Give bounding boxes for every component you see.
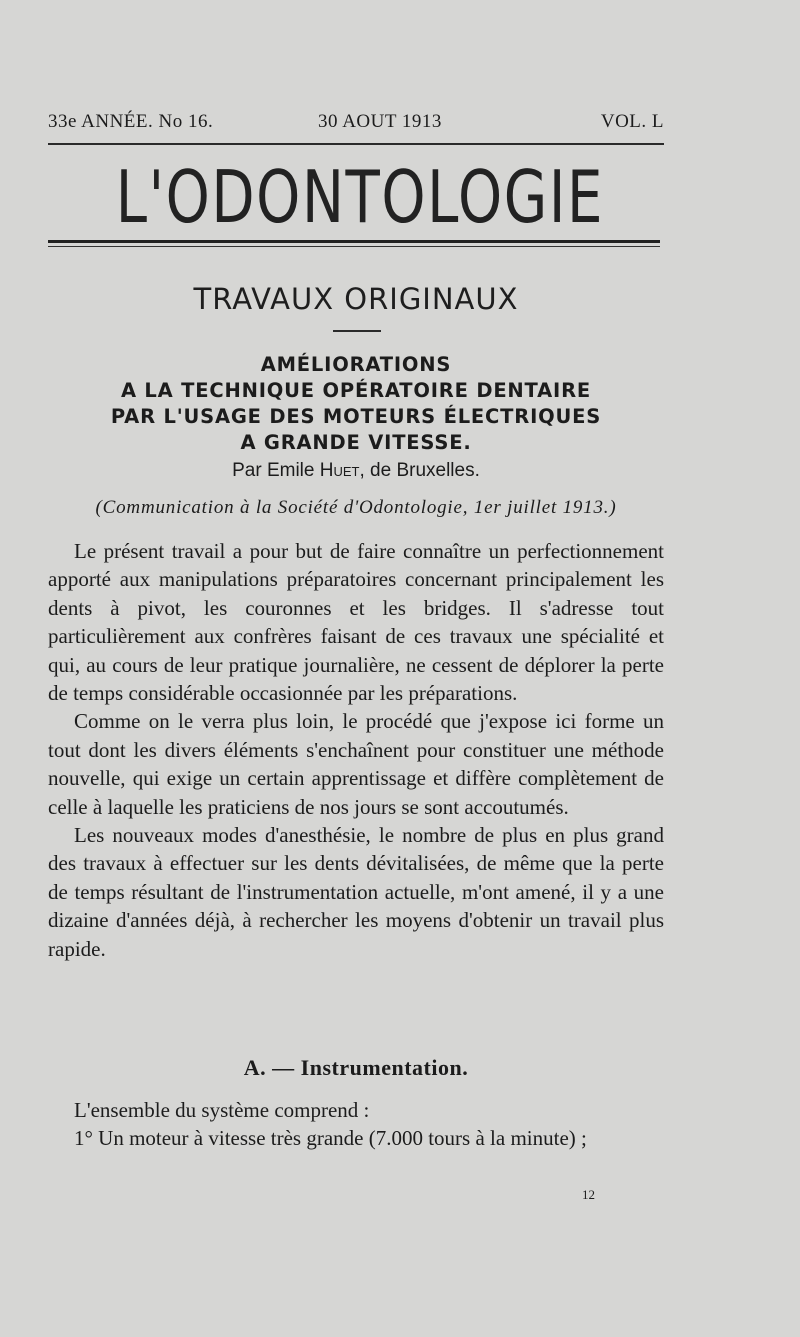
equipment-list (48, 1096, 664, 1153)
article-title (48, 352, 664, 456)
running-head (48, 111, 664, 141)
subsection-heading: A. — Instrumentation. (243, 1055, 469, 1080)
volume-number: VOL. L (600, 111, 664, 132)
article-title-line: A LA TECHNIQUE OPÉRATOIRE DENTAIRE (120, 379, 592, 402)
issue-number: 33e ANNÉE. No 16. (48, 111, 214, 132)
masthead-rule-thin (48, 246, 660, 247)
article-title-line: A GRANDE VITESSE. (240, 431, 472, 454)
body-paragraph: Comme on le verra plus loin, le procédé que j'expose ici forme un tout dont les divers éléments s'enchaînent pour constituer une méthode nouvelle, qui exige un certain apprentissage et diffère complètement de celle à laquelle les praticiens de nos jours se sont accoutumés. (48, 709, 664, 819)
body-paragraph: Le présent travail a pour but de faire connaître un perfectionnement apporté aux manipulations préparatoires concernant principalement les dents à pivot, les couronnes et les bridges. Il s'adresse tout particulièrement aux confrères faisant de ces travaux une spécialité et qui, au cours de leur pratique journalière, ne cessent de déplorer la perte de temps considérable occasionnée par les préparations. (48, 539, 664, 706)
author-name: Huet (319, 460, 360, 481)
byline-prefix: Par Emile (232, 460, 315, 481)
communication-note: (Communication à la Société d'Odontologie, 1er juillet 1913.) (95, 497, 617, 518)
body-paragraph: Les nouveaux modes d'anesthésie, le nombre de plus en plus grand des travaux à effectuer sur les dents dévitalisées, de même que la perte de temps résultant de l'instrumentation actuelle, m'ont amené, il y a une dizaine d'années déjà, à rechercher les moyens d'obtenir un travail plus rapide. (48, 823, 664, 961)
byline (48, 460, 664, 482)
article-title-line: AMÉLIORATIONS (260, 353, 452, 376)
list-item: 1° Un moteur à vitesse très grande (7.000 tours à la minute) ; (74, 1126, 587, 1151)
section-divider (333, 330, 381, 332)
list-intro: L'ensemble du système comprend : (74, 1098, 370, 1122)
header-rule (48, 143, 664, 145)
section-title: TRAVAUX ORIGINAUX (193, 282, 519, 316)
issue-date: 30 AOUT 1913 (318, 111, 442, 132)
article-title-line: PAR L'USAGE DES MOTEURS ÉLECTRIQUES (110, 405, 602, 428)
byline-suffix: , de Bruxelles. (359, 460, 480, 481)
masthead-rule-thick (48, 240, 660, 243)
journal-masthead: L'ODONTOLOGIE (115, 155, 605, 239)
folio-number: 12 (582, 1187, 595, 1202)
article-body (48, 537, 664, 963)
